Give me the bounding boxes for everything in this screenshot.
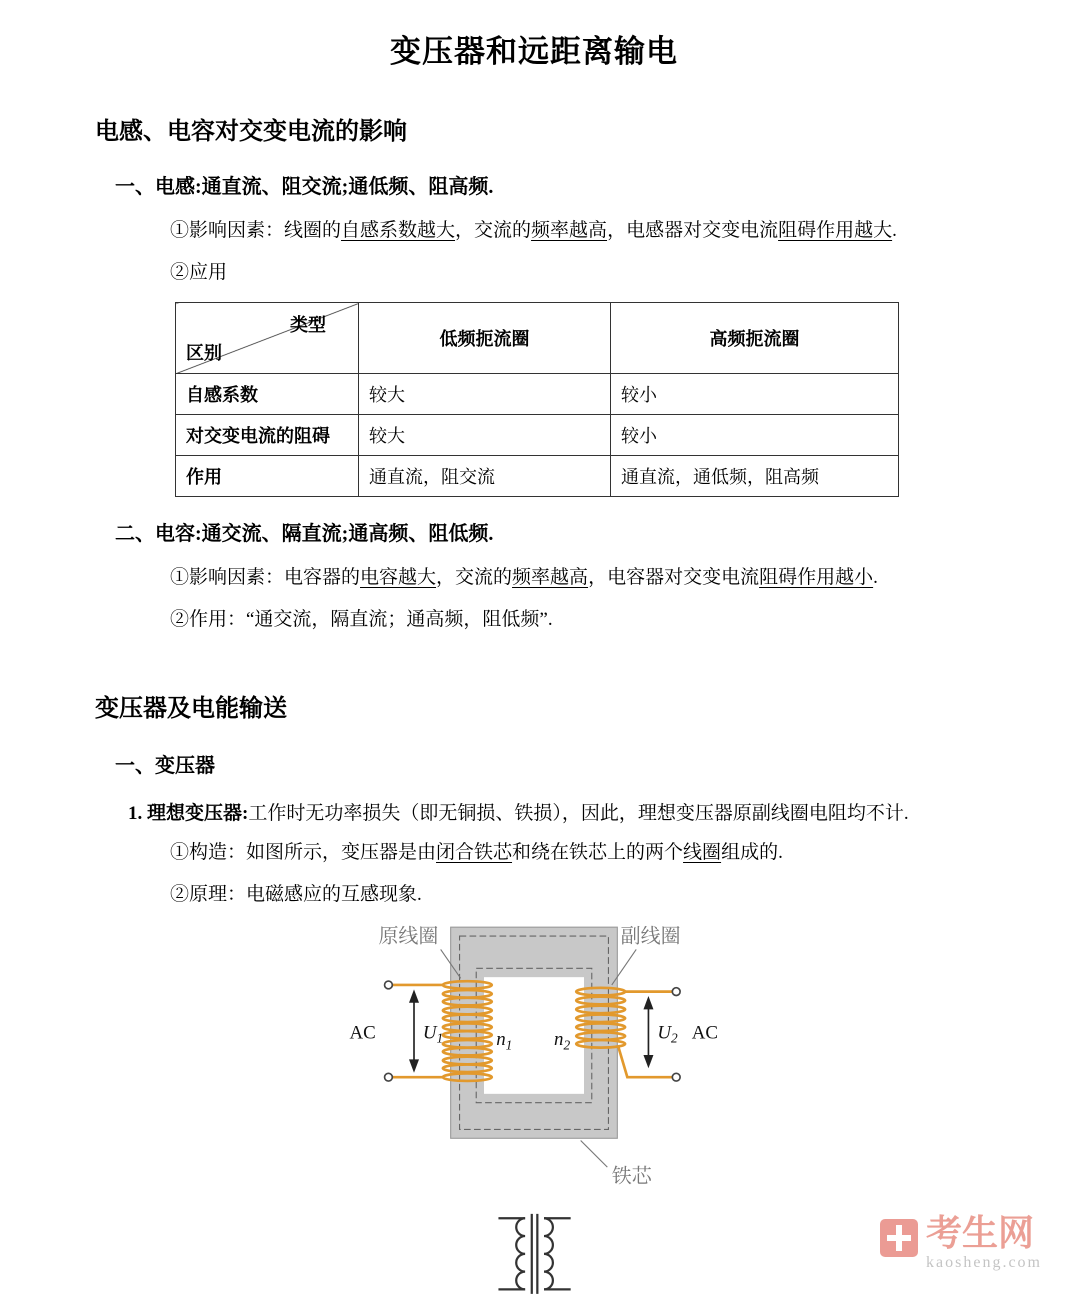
inductance-factors (170, 217, 1068, 245)
row-label: 自感系数 (176, 374, 359, 415)
table-cell: 较大 (359, 374, 611, 415)
u1-label: $U_1$ (422, 1022, 444, 1047)
item-transformer: 一、变压器 (115, 755, 215, 778)
text-segment: 组成的. (721, 842, 783, 864)
watermark-text (926, 1215, 1042, 1272)
table-corner-cell (176, 303, 359, 374)
table-row (176, 415, 899, 456)
table-row (176, 456, 899, 497)
iron-core-label: 铁芯 (611, 1166, 652, 1189)
text-segment: 和绕在铁芯上的两个 (512, 842, 684, 864)
ideal-transformer-line (128, 798, 1068, 825)
underlined-segment: 阻碍作用越大 (778, 220, 893, 241)
capacitance-factors (170, 564, 1068, 592)
underlined-segment: 线圈 (683, 842, 722, 864)
underlined-segment: 频率越高 (531, 220, 608, 241)
watermark-name: 考生网 (926, 1213, 1035, 1253)
voltage-arrow-u1 (409, 990, 419, 1073)
transformer-principle: ②原理：电磁感应的互感现象. (170, 883, 422, 905)
text-segment: . (873, 567, 878, 589)
text-segment: ①构造：如图所示，变压器是由 (170, 842, 437, 864)
transformer-figure (334, 916, 734, 1305)
section-heading-transformer: 变压器及电能输送 (95, 696, 287, 723)
text-segment: ，电容器对交变电流 (588, 567, 760, 589)
n1-label: $n_1$ (496, 1029, 513, 1053)
underlined-segment: 频率越高 (512, 567, 589, 589)
underlined-segment: 闭合铁芯 (436, 842, 513, 864)
u2-label: $U_2$ (657, 1022, 678, 1047)
column-header-high-freq: 高频扼流圈 (611, 303, 899, 374)
secondary-coil-label: 副线圈 (620, 926, 681, 949)
watermark-domain: kaosheng.com (926, 1254, 1042, 1271)
transformer-symbol (498, 1214, 570, 1294)
row-label: 作用 (176, 456, 359, 497)
table-row (176, 374, 899, 415)
text-segment: 工作时无功率损失（即无铜损、铁损），因此，理想变压器原副线圈电阻均不计. (248, 803, 909, 825)
voltage-arrow-u2 (643, 996, 653, 1068)
capacitance-role: ②作用：“通交流，隔直流；通高频，阻低频”. (170, 608, 553, 630)
choke-comparison-table (175, 302, 899, 497)
column-header-low-freq: 低频扼流圈 (359, 303, 611, 374)
text-segment: ①影响因素：线圈的 (170, 220, 342, 241)
table-cell: 通直流，阻交流 (359, 456, 611, 497)
ac-left-label: AC (349, 1022, 376, 1044)
item-capacitance: 二、电容:通交流、隔直流;通高频、阻低频. (115, 523, 494, 546)
text-segment: ，交流的 (436, 567, 513, 589)
kaosheng-logo-icon (880, 1219, 918, 1257)
inductance-application: ②应用 (170, 261, 228, 283)
page-title: 变压器和远距离输电 (390, 34, 678, 69)
text-segment: . (892, 220, 897, 241)
text-segment: ，交流的 (455, 220, 532, 241)
n2-label: $n_2$ (554, 1029, 571, 1053)
table-cell: 通直流，通低频，阻高频 (611, 456, 899, 497)
underlined-segment: 电容越大 (360, 567, 437, 589)
watermark (880, 1215, 1042, 1272)
item-inductance: 一、电感:通直流、阻交流;通低频、阻高频. (115, 176, 494, 198)
corner-label-difference: 区别 (186, 343, 222, 364)
text-segment: ①影响因素：电容器的 (170, 567, 361, 589)
section-heading-inductance-capacitance: 电感、电容对交变电流的影响 (95, 119, 407, 145)
table-cell: 较大 (359, 415, 611, 456)
transformer-structure (170, 839, 1068, 867)
text-segment: ，电感器对交变电流 (607, 220, 779, 241)
ideal-transformer-term: 1. 理想变压器: (128, 803, 249, 825)
table-cell: 较小 (611, 374, 899, 415)
underlined-segment: 阻碍作用越小 (759, 567, 874, 589)
table-cell: 较小 (611, 415, 899, 456)
primary-coil-label: 原线圈 (378, 926, 439, 949)
corner-label-type: 类型 (290, 315, 326, 336)
row-label: 对交变电流的阻碍 (176, 415, 359, 456)
ac-right-label: AC (691, 1022, 719, 1044)
underlined-segment: 自感系数越大 (341, 220, 456, 241)
